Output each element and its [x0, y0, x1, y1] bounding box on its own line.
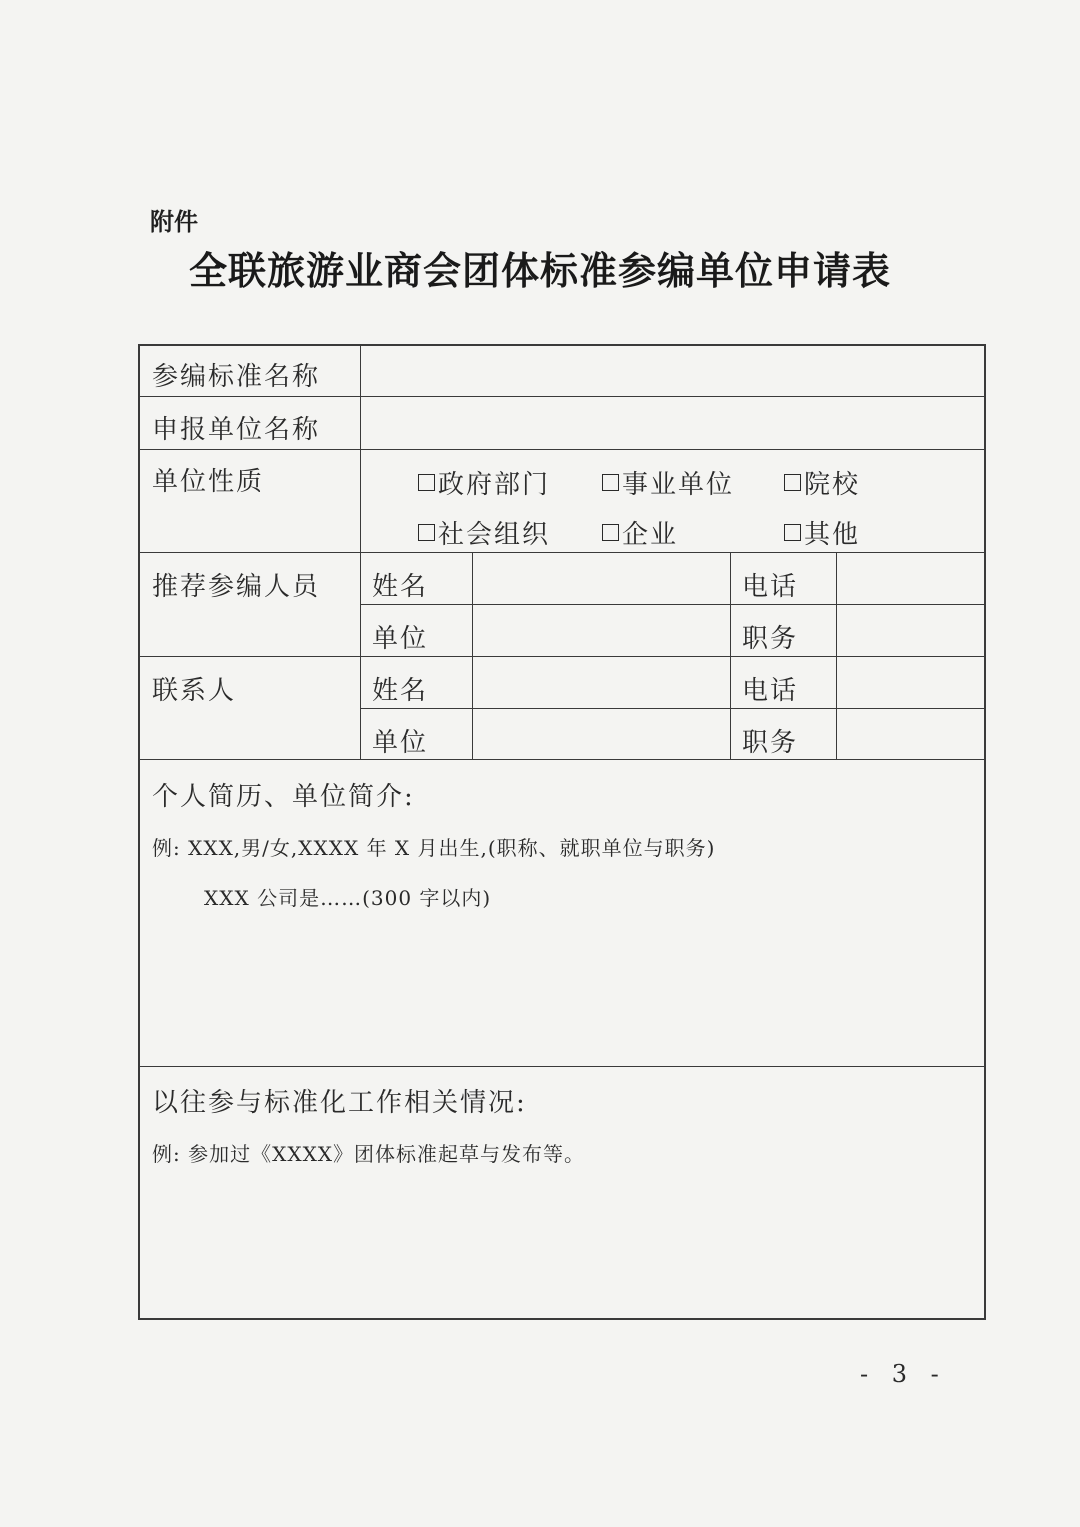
recommended-unit-label: 单位: [372, 624, 429, 654]
option-social-organization[interactable]: [418, 514, 550, 551]
history-example: 例: 参加过《XXXX》团体标准起草与发布等。: [152, 1142, 586, 1166]
row-divider: [360, 708, 986, 709]
unit-name-label: 申报单位名称: [152, 415, 321, 445]
checkbox-icon[interactable]: [418, 474, 435, 491]
checkbox-icon[interactable]: [602, 524, 619, 541]
page-number: - 3 -: [860, 1360, 947, 1388]
row-divider: [140, 656, 986, 657]
option-label: 企业: [622, 520, 679, 550]
option-label: 院校: [804, 470, 861, 500]
resume-example-line-1: 例: XXX,男/女,XXXX 年 X 月出生,(职称、就职单位与职务): [152, 836, 716, 860]
checkbox-icon[interactable]: [602, 474, 619, 491]
contact-name-label: 姓名: [372, 676, 429, 706]
resume-example-line-2: XXX 公司是……(300 字以内): [204, 886, 492, 910]
checkbox-icon[interactable]: [784, 524, 801, 541]
row-divider: [140, 759, 986, 760]
option-label: 其他: [804, 520, 861, 550]
col-divider: [360, 346, 361, 759]
row-divider: [360, 604, 986, 605]
contact-label: 联系人: [152, 676, 237, 706]
option-college[interactable]: [784, 464, 860, 501]
row-divider: [140, 396, 986, 397]
application-form-table: [138, 344, 986, 1320]
option-other[interactable]: [784, 514, 860, 551]
contact-phone-label: 电话: [742, 676, 799, 706]
unit-nature-label: 单位性质: [152, 467, 265, 497]
col-divider: [836, 552, 837, 759]
option-label: 事业单位: [622, 470, 735, 500]
attachment-label: 附件: [150, 208, 198, 236]
history-label: 以往参与标准化工作相关情况:: [152, 1088, 527, 1118]
recommended-name-label: 姓名: [372, 572, 429, 602]
standard-name-label: 参编标准名称: [152, 362, 321, 392]
row-divider: [140, 552, 986, 553]
form-title: 全联旅游业商会团体标准参编单位申请表: [188, 249, 891, 293]
option-label: 政府部门: [438, 470, 551, 500]
col-divider: [472, 552, 473, 759]
option-enterprise[interactable]: [602, 514, 678, 551]
recommended-person-label: 推荐参编人员: [152, 572, 321, 602]
col-divider: [730, 552, 731, 759]
option-label: 社会组织: [438, 520, 551, 550]
option-public-institution[interactable]: [602, 464, 734, 501]
recommended-phone-label: 电话: [742, 572, 799, 602]
option-government[interactable]: [418, 464, 550, 501]
resume-label: 个人简历、单位简介:: [152, 782, 415, 812]
unit-name-field[interactable]: [362, 399, 982, 447]
recommended-position-label: 职务: [742, 624, 799, 654]
contact-position-label: 职务: [742, 728, 799, 758]
standard-name-field[interactable]: [362, 348, 982, 394]
checkbox-icon[interactable]: [418, 524, 435, 541]
row-divider: [140, 1066, 986, 1067]
checkbox-icon[interactable]: [784, 474, 801, 491]
contact-unit-label: 单位: [372, 728, 429, 758]
row-divider: [140, 449, 986, 450]
